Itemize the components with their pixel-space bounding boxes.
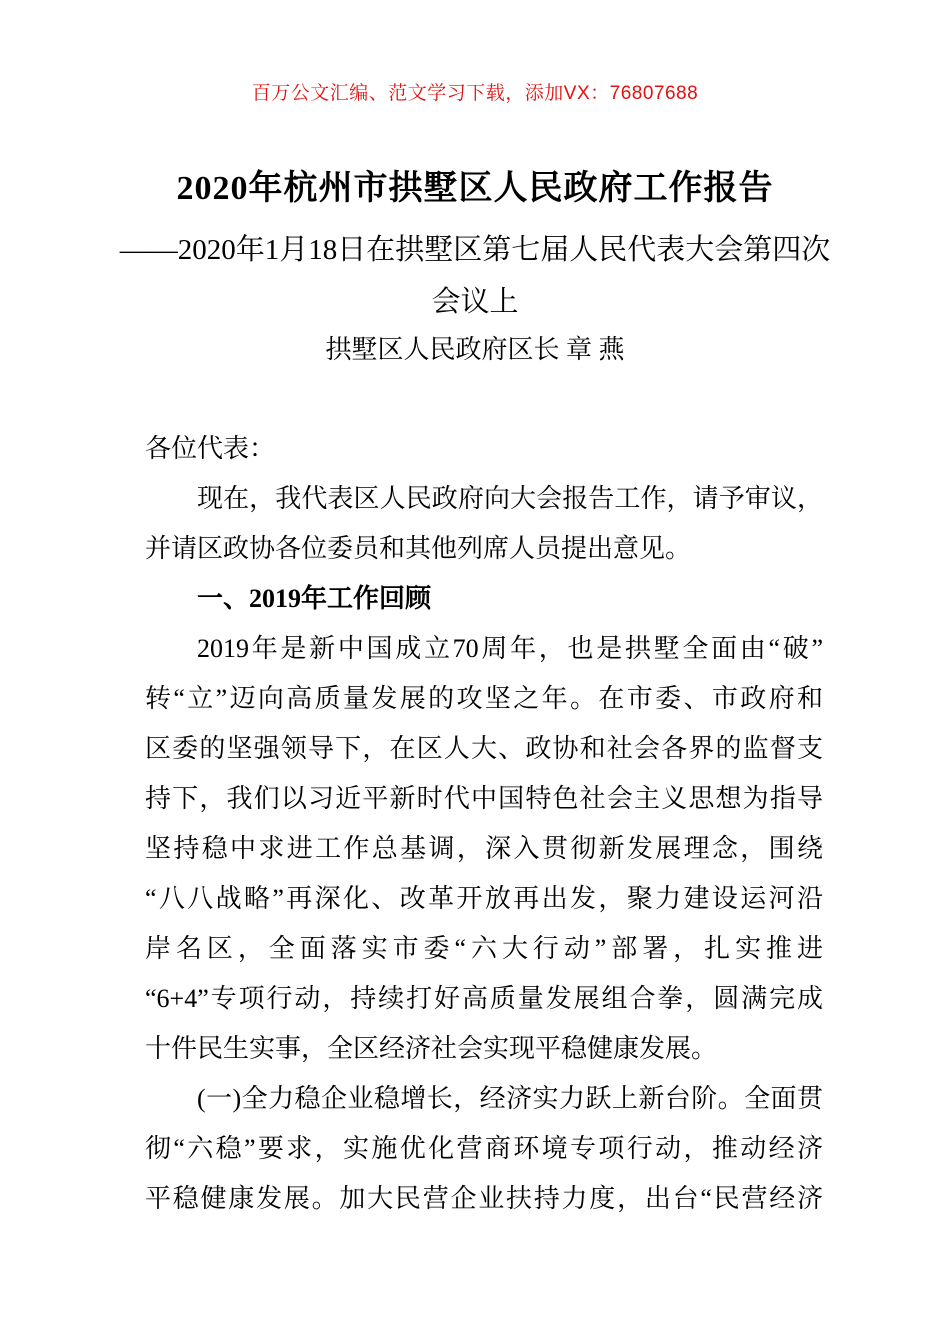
- document-body: [145, 424, 823, 1224]
- body-line: 彻“六稳”要求，实施优化营商环境专项行动，推动经济: [145, 1134, 823, 1163]
- promo-notice: 百万公文汇编、范文学习下载，添加VX：76807688: [251, 83, 699, 104]
- body-line: 现在，我代表区人民政府向大会报告工作，请予审议，: [197, 484, 823, 513]
- body-line: 平稳健康发展。加大民营企业扶持力度，出台“民营经济: [145, 1184, 823, 1213]
- body-line: 转“立”迈向高质量发展的攻坚之年。在市委、市政府和: [145, 684, 823, 713]
- body-line: (一)全力稳企业稳增长，经济实力跃上新台阶。全面贯: [197, 1084, 823, 1113]
- body-line: 2019年是新中国成立70周年，也是拱墅全面由“破”: [197, 634, 823, 663]
- byline: 拱墅区人民政府区长 章 燕: [325, 335, 625, 364]
- body-line: “八八战略”再深化、改革开放再出发，聚力建设运河沿: [145, 884, 823, 913]
- document-title: 2020年杭州市拱墅区人民政府工作报告: [176, 170, 774, 207]
- body-line: 各位代表：: [145, 434, 276, 463]
- body-line: 岸名区，全面落实市委“六大行动”部署，扎实推进: [145, 934, 823, 963]
- body-line: 十件民生实事，全区经济社会实现平稳健康发展。: [145, 1034, 718, 1063]
- body-line: 坚持稳中求进工作总基调，深入贯彻新发展理念，围绕: [145, 834, 823, 863]
- body-line: 并请区政协各位委员和其他列席人员提出意见。: [145, 534, 692, 563]
- subtitle-line-1: ——2020年1月18日在拱墅区第七届人民代表大会第四次: [119, 234, 831, 266]
- subtitle-line-2: 会议上: [431, 286, 519, 318]
- body-line: 区委的坚强领导下，在区人大、政协和社会各界的监督支: [145, 734, 823, 763]
- body-line: “6+4”专项行动，持续打好高质量发展组合拳，圆满完成: [145, 984, 823, 1013]
- document-subtitle: [40, 224, 910, 328]
- section-heading: 一、2019年工作回顾: [197, 584, 432, 613]
- body-line: 持下，我们以习近平新时代中国特色社会主义思想为指导: [145, 784, 823, 813]
